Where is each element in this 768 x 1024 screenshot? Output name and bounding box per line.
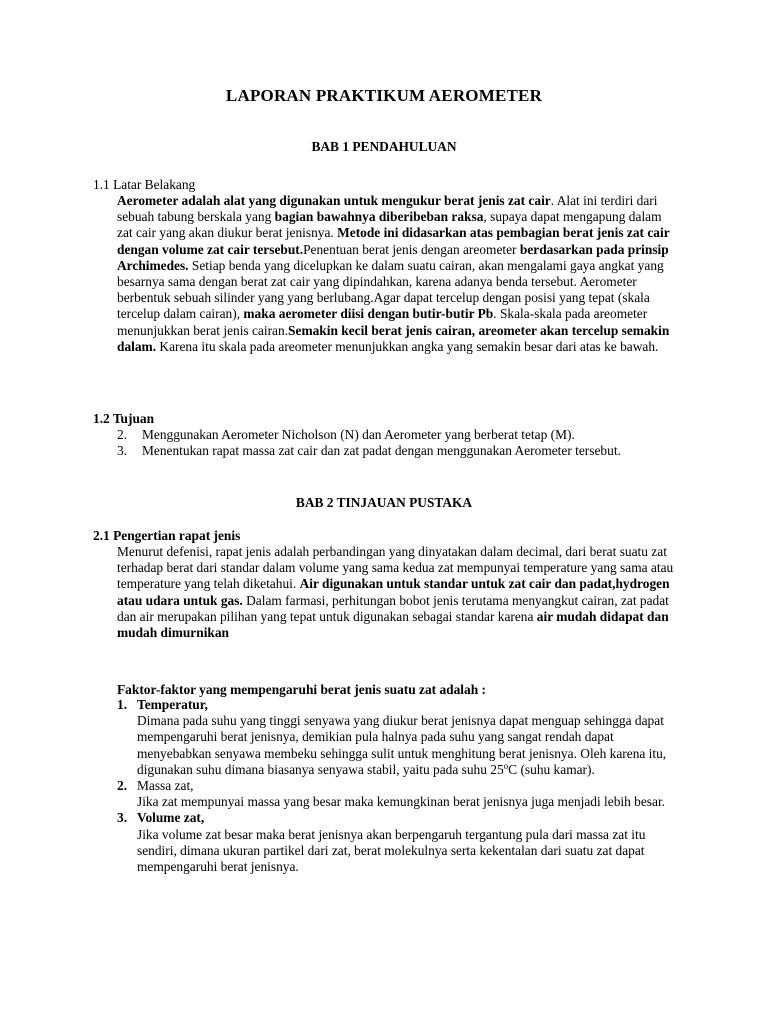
- text-run: berdasarkan pada prinsip Archimedes.: [117, 241, 669, 273]
- list-item-text: Menggunakan Aerometer Nicholson (N) dan Aerometer yang berberat tetap (M).: [142, 427, 575, 442]
- list-item: [117, 697, 677, 778]
- list-item: [117, 427, 677, 443]
- list-number: 3.: [117, 443, 128, 459]
- list-number: 2.: [117, 778, 128, 794]
- list-number: 3.: [117, 810, 128, 826]
- text-run: Metode ini didasarkan atas pembagian berat jenis zat cair dengan volume zat cair tersebut.: [117, 225, 670, 257]
- document-title: LAPORAN PRAKTIKUM AEROMETER: [225, 86, 543, 105]
- list-item-text: Dimana pada suhu yang tinggi senyawa yang diukur berat jenisnya dapat menguap sehingga dapat mempengaruhi berat jenisnya, demikian pula halnya pada suhu yang sangat rendah dapat menyebabkan senyawa membeku sehingga sulit untuk menghitung berat jenisnya. Oleh karena itu, digunakan suhu dimana biasanya senyawa stabil, yaitu pada suhu 25: [137, 713, 667, 777]
- text-run: Air digunakan untuk standar untuk zat cair dan padat,hydrogen atau udara untuk gas.: [117, 576, 670, 608]
- section-heading-1-1: [93, 177, 195, 193]
- chapter-heading-bab1: BAB 1 PENDAHULUAN: [311, 139, 457, 154]
- list-item: [117, 810, 677, 875]
- list-item: [117, 778, 677, 810]
- text-run: Dalam farmasi, perhitungan bobot jenis terutama menyangkut cairan, zat padat dan air merupakan pilihan yang tepat untuk digunakan sebagai standar karena: [117, 592, 669, 624]
- superscript: o: [503, 760, 509, 771]
- faktor-heading: Faktor-faktor yang mempengaruhi berat jenis suatu zat adalah :: [117, 682, 486, 697]
- chapter-heading-bab2: BAB 2 TINJAUAN PUSTAKA: [295, 495, 473, 510]
- list-number: 2.: [117, 427, 128, 442]
- text-run: . Skala-skala pada areometer menunjukkan berat jenis cairan.: [117, 306, 648, 338]
- paragraph-latar-belakang: [117, 193, 677, 355]
- text-run: air mudah didapat dan mudah dimurnikan: [117, 608, 669, 641]
- section-heading-1-2: 1.2 Tujuan: [93, 411, 155, 426]
- text-run: , supaya dapat mengapung dalam zat cair yang akan diukur berat jenisnya.: [117, 209, 662, 241]
- text-run: bagian bawahnya diberibeban raksa: [274, 209, 484, 225]
- list-item-label: Volume zat,: [137, 810, 205, 826]
- list-item-text: Menentukan rapat massa zat cair dan zat padat dengan menggunakan Aerometer tersebut.: [142, 443, 621, 459]
- text-run: maka aerometer diisi dengan butir-butir Pb: [243, 306, 494, 322]
- list-item-label: Temperatur,: [137, 697, 208, 712]
- section-heading-2-1: 2.1 Pengertian rapat jenis: [93, 528, 241, 543]
- text-run: Semakin kecil berat jenis cairan, areometer akan tercelup semakin dalam.: [117, 322, 670, 354]
- list-item: [117, 443, 677, 459]
- text-run: Menurut defenisi, rapat jenis adalah perbandingan yang dinyatakan dalam decimal, dari berat suatu zat terhadap berat dari standar dalam volume yang sama kedua zat mempunyai temperature yang sama atau temperature yang telah diketahui.: [117, 544, 674, 592]
- tujuan-list: [117, 427, 677, 459]
- text-run: Aerometer adalah alat yang digunakan untuk mengukur berat jenis zat cair: [117, 193, 551, 208]
- section-heading-1-1-text: 1.1 Latar Belakang: [93, 177, 196, 192]
- list-number: 1.: [117, 697, 128, 712]
- text-run: Penentuan berat jenis dengan areometer: [303, 241, 520, 257]
- list-item-text: Jika volume zat besar maka berat jenisnya akan berpengaruh tergantung pula dari massa zat itu sendiri, dimana ukuran partikel dari zat, berat molekulnya serta kekentalan dari suatu zat dapat mempengaruhi berat jenisnya.: [137, 826, 646, 875]
- text-run: Karena itu skala pada areometer menunjukkan angka yang semakin besar dari atas ke bawah.: [156, 338, 659, 354]
- paragraph-pengertian: [117, 544, 677, 641]
- list-item-text: Jika zat mempunyai massa yang besar maka kemungkinan berat jenisnya juga menjadi lebih besar.: [137, 794, 666, 810]
- faktor-list: [117, 697, 677, 875]
- text-run: Setiap benda yang dicelupkan ke dalam suatu cairan, akan mengalami gaya angkat yang besarnya sama dengan berat zat cair yang dipindahkan, karena adanya benda tersebut. Aerometer berbentuk sebuah silinder yang yang berlubang.Agar dapat tercelup dengan posisi yang tepat (skala tercelup dalam cairan),: [117, 257, 664, 322]
- text-run: . Alat ini terdiri dari sebuah tabung berskala yang: [117, 193, 658, 225]
- list-item-label: Massa zat,: [137, 778, 194, 794]
- list-item-text-after: C (suhu kamar).: [508, 761, 595, 777]
